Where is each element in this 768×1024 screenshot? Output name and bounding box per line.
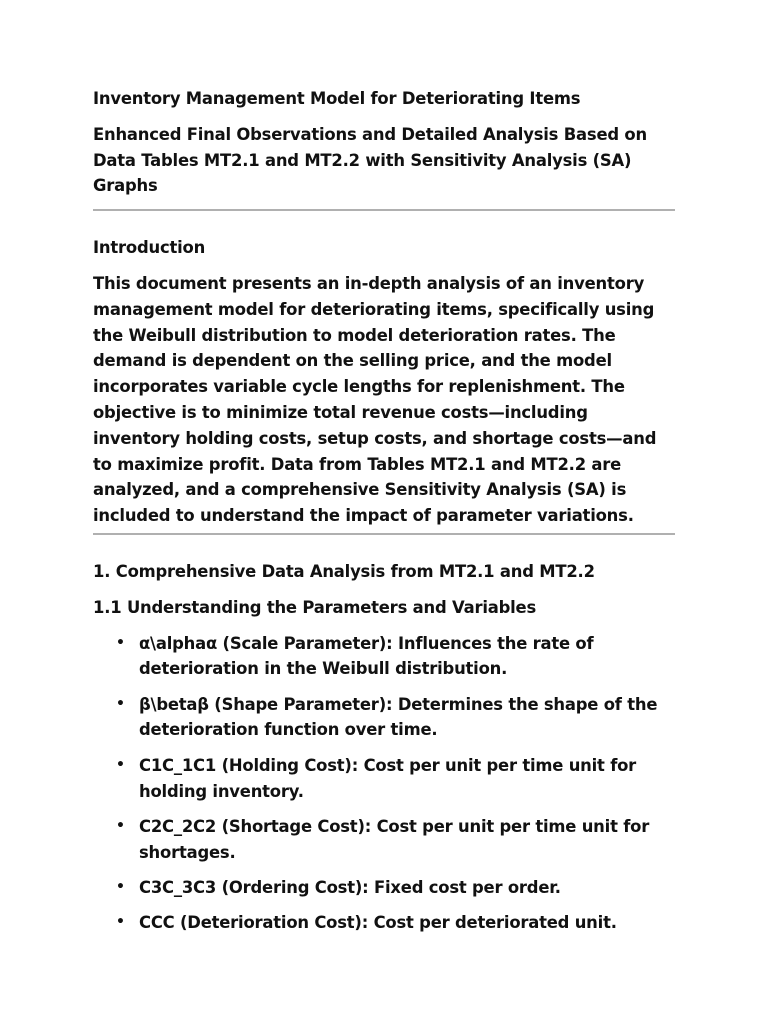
list-item [93,910,675,936]
bullet-icon: • [116,634,125,651]
subsection-heading: 1.1 Understanding the Parameters and Variables [93,597,537,617]
introduction-body: This document presents an in-depth analysis of an inventory management model for deteriorating items, specifically using the Weibull distribution to model deterioration rates. The demand is dependent on the selling price, and the model incorporates variable cycle lengths for replenishment. The objective is to minimize total revenue costs—including inventory holding costs, setup costs, and shortage costs—and to maximize profit. Data from Tables MT2.1 and MT2.2 are analyzed, and a comprehensive Sensitivity Analysis (SA) is included to understand the impact of parameter variations. [93,273,657,526]
bullet-icon: • [116,878,125,895]
divider [93,209,675,211]
divider [93,533,675,535]
document-subtitle: Enhanced Final Observations and Detailed Analysis Based on Data Tables MT2.1 and MT2.2 with Sensitivity Analysis (SA) Graphs [93,124,647,196]
list-item [93,631,675,683]
bullet-icon: • [116,914,125,931]
document-page [93,86,675,946]
list-item [93,753,675,805]
list-item [93,814,675,866]
list-item [93,692,675,744]
list-item [93,875,675,901]
list-item-text: C3C_3C3 (Ordering Cost): Fixed cost per order. [139,877,561,897]
list-item-text: α\alphaα (Scale Parameter): Influences the rate of deterioration in the Weibull distribution. [139,633,594,679]
list-item-text: CCC (Deterioration Cost): Cost per deteriorated unit. [139,913,617,933]
bullet-icon: • [116,695,125,712]
section-heading: 1. Comprehensive Data Analysis from MT2.1 and MT2.2 [93,561,595,581]
bullet-icon: • [116,756,125,773]
bullet-icon: • [116,817,125,834]
document-title: Inventory Management Model for Deteriorating Items [93,89,581,108]
list-item-text: C2C_2C2 (Shortage Cost): Cost per unit per time unit for shortages. [139,816,650,862]
introduction-heading: Introduction [93,238,206,258]
parameter-list [93,631,675,936]
list-item-text: C1C_1C1 (Holding Cost): Cost per unit per time unit for holding inventory. [139,755,637,801]
list-item-text: β\betaβ (Shape Parameter): Determines the shape of the deterioration function over time. [139,694,658,740]
